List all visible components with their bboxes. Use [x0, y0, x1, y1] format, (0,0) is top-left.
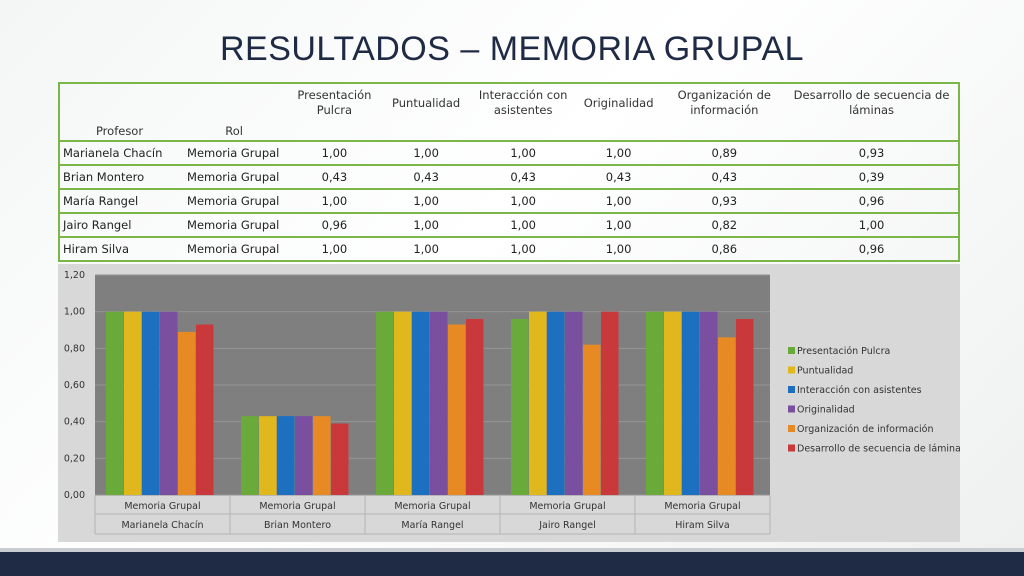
results-table	[58, 82, 960, 262]
legend-label: Desarrollo de secuencia de láminas	[797, 443, 960, 455]
bar	[376, 312, 394, 495]
bar	[295, 416, 313, 495]
x-tick-label-rol: Memoria Grupal	[529, 501, 606, 512]
bar	[718, 337, 736, 495]
header-interaccion: Interacción con asistentes	[478, 88, 568, 117]
cell-value: 1,00	[574, 189, 664, 213]
cell-profesor: Hiram Silva	[59, 237, 179, 261]
table-header-row	[59, 83, 959, 122]
cell-rol: Memoria Grupal	[179, 237, 289, 261]
cell-value: 1,00	[574, 213, 664, 237]
table-row	[59, 189, 959, 213]
x-tick-label-profesor: Hiram Silva	[675, 520, 730, 531]
bar	[313, 416, 331, 495]
legend-swatch	[788, 386, 795, 393]
table-row	[59, 237, 959, 261]
cell-profesor: Marianela Chacín	[59, 141, 179, 165]
x-tick-label-rol: Memoria Grupal	[394, 501, 471, 512]
table-row	[59, 213, 959, 237]
cell-value: 0,43	[380, 165, 473, 189]
y-tick-label: 0,60	[63, 380, 85, 391]
bar	[601, 312, 619, 495]
cell-value: 0,93	[785, 141, 959, 165]
slide-title: RESULTADOS – MEMORIA GRUPAL	[219, 30, 805, 68]
cell-value: 0,43	[289, 165, 379, 189]
cell-profesor: María Rangel	[59, 189, 179, 213]
y-tick-label: 1,00	[63, 306, 85, 318]
cell-rol: Memoria Grupal	[179, 189, 289, 213]
legend-swatch	[788, 425, 795, 432]
header-originalidad: Originalidad	[583, 95, 654, 110]
cell-value: 1,00	[380, 213, 473, 237]
cell-value: 1,00	[289, 141, 379, 165]
legend-swatch	[788, 445, 795, 452]
header-desarrollo: Desarrollo de secuencia de láminas	[793, 88, 950, 117]
table-row	[59, 141, 959, 165]
cell-value: 1,00	[473, 213, 574, 237]
legend-swatch	[788, 406, 795, 413]
bar	[142, 312, 160, 495]
x-tick-label-profesor: Jairo Rangel	[539, 520, 596, 531]
bar	[331, 424, 349, 496]
bar	[412, 312, 430, 495]
bar	[583, 345, 601, 495]
cell-value: 1,00	[380, 237, 473, 261]
cell-value: 1,00	[574, 237, 664, 261]
header-organizacion: Organización de información	[677, 88, 771, 117]
bar	[664, 312, 682, 495]
y-tick-label: 0,40	[63, 416, 85, 428]
bar	[241, 416, 259, 495]
cell-value: 1,00	[473, 141, 574, 165]
legend-label: Presentación Pulcra	[797, 346, 891, 357]
x-tick-label-rol: Memoria Grupal	[124, 501, 201, 512]
cell-profesor: Jairo Rangel	[59, 213, 179, 237]
cell-value: 0,43	[664, 165, 786, 189]
legend-label: Interacción con asistentes	[797, 385, 922, 396]
bar	[466, 319, 484, 495]
cell-value: 0,96	[289, 213, 379, 237]
cell-value: 1,00	[473, 237, 574, 261]
bar	[277, 416, 295, 495]
cell-rol: Memoria Grupal	[179, 141, 289, 165]
cell-value: 1,00	[574, 141, 664, 165]
bar	[259, 416, 277, 495]
footer-bar	[0, 548, 1024, 576]
bar	[682, 312, 700, 495]
header-profesor: Profesor	[95, 124, 144, 138]
cell-value: 0,86	[664, 237, 786, 261]
table-row	[59, 165, 959, 189]
y-tick-label: 1,20	[63, 270, 85, 281]
bar-chart	[58, 264, 960, 542]
cell-value: 1,00	[380, 141, 473, 165]
empty-header	[179, 83, 289, 122]
header-presentacion: Presentación Pulcra	[297, 88, 372, 117]
cell-value: 0,93	[664, 189, 786, 213]
bar	[565, 312, 583, 495]
legend-swatch	[788, 367, 795, 374]
x-tick-label-rol: Memoria Grupal	[259, 501, 336, 512]
cell-rol: Memoria Grupal	[179, 213, 289, 237]
bar	[736, 319, 754, 495]
bar	[646, 312, 664, 495]
bar	[511, 319, 529, 495]
cell-value: 0,43	[473, 165, 574, 189]
bar	[178, 332, 196, 495]
cell-value: 1,00	[289, 237, 379, 261]
bar	[529, 312, 547, 495]
chart-container	[58, 264, 960, 542]
cell-value: 1,00	[473, 189, 574, 213]
bar	[106, 312, 124, 495]
legend-label: Puntualidad	[797, 365, 854, 377]
bar	[196, 325, 214, 496]
x-tick-label-profesor: María Rangel	[401, 520, 464, 531]
bar	[430, 312, 448, 495]
cell-value: 1,00	[289, 189, 379, 213]
table-body	[59, 141, 959, 261]
cell-value: 0,82	[664, 213, 786, 237]
cell-value: 0,89	[664, 141, 786, 165]
empty-header	[59, 83, 179, 122]
y-tick-label: 0,80	[63, 343, 85, 355]
y-tick-label: 0,20	[63, 453, 85, 465]
header-puntualidad: Puntualidad	[392, 95, 461, 110]
legend-label: Organización de información	[797, 424, 934, 435]
x-tick-label-profesor: Marianela Chacín	[121, 520, 204, 531]
x-tick-label-rol: Memoria Grupal	[664, 501, 741, 512]
cell-value: 1,00	[380, 189, 473, 213]
cell-value: 0,43	[574, 165, 664, 189]
cell-value: 0,39	[785, 165, 959, 189]
bar	[124, 312, 142, 495]
bar	[160, 312, 178, 495]
bar	[394, 312, 412, 495]
header-rol: Rol	[225, 124, 243, 138]
cell-value: 0,96	[785, 237, 959, 261]
cell-value: 0,96	[785, 189, 959, 213]
cell-rol: Memoria Grupal	[179, 165, 289, 189]
legend-swatch	[788, 347, 795, 354]
cell-value: 1,00	[785, 213, 959, 237]
bar	[448, 325, 466, 496]
y-tick-label: 0,00	[63, 490, 85, 501]
legend-label: Originalidad	[797, 404, 855, 416]
bar	[547, 312, 565, 495]
bar	[700, 312, 718, 495]
table-subheader-row	[59, 122, 959, 141]
x-tick-label-profesor: Brian Montero	[263, 520, 332, 531]
cell-profesor: Brian Montero	[59, 165, 179, 189]
